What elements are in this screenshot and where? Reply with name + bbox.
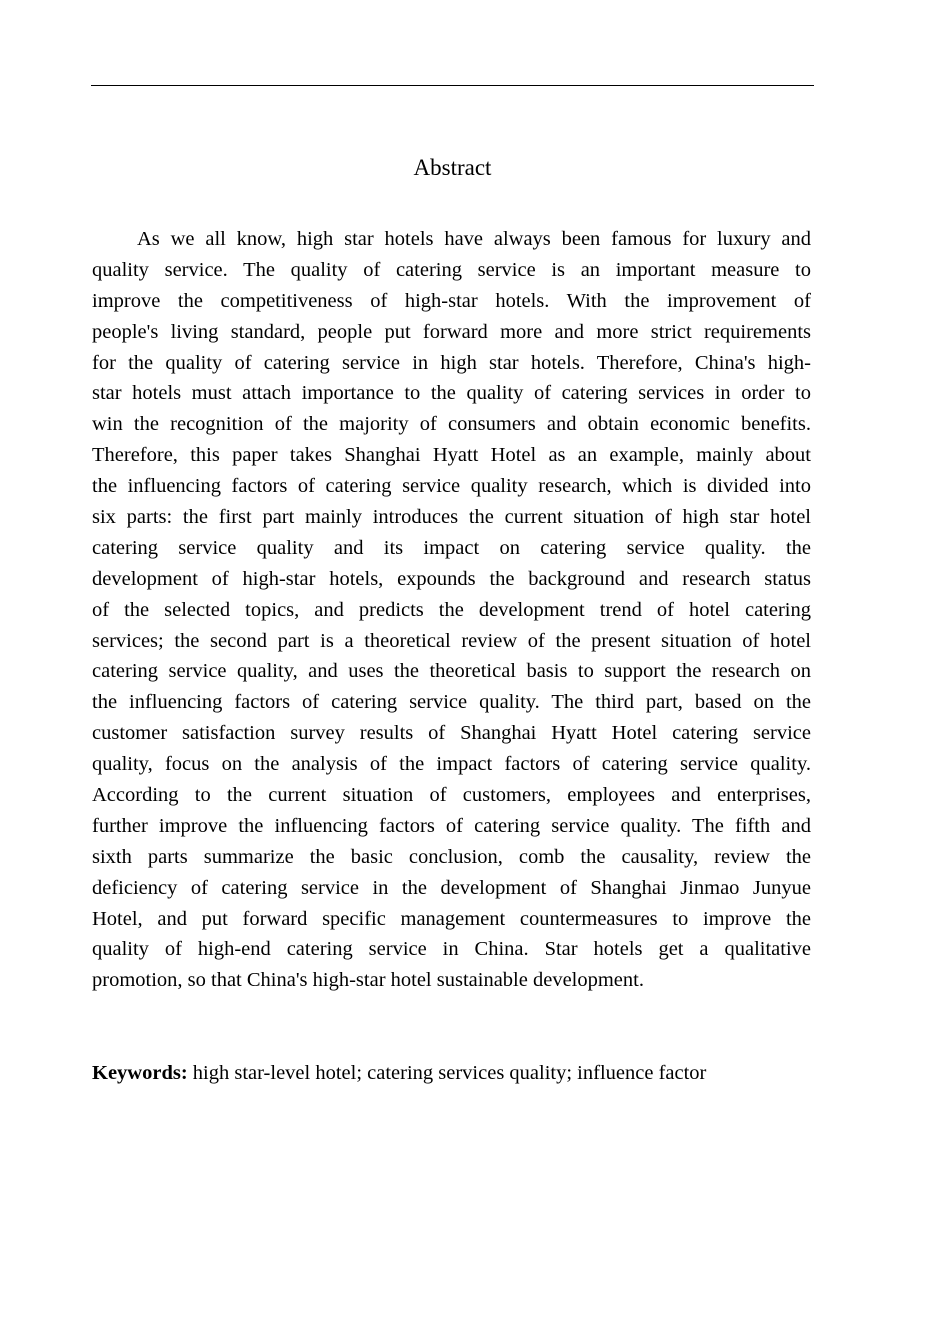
abstract-body — [92, 224, 811, 996]
abstract-line: the influencing factors of catering service quality research, which is divided into — [92, 475, 811, 498]
abstract-title: Abstract — [413, 155, 492, 180]
abstract-line: star hotels must attach importance to the quality of catering services in order to — [92, 382, 811, 405]
abstract-line: of the selected topics, and predicts the development trend of hotel catering — [92, 598, 811, 621]
abstract-line: six parts: the first part mainly introduces the current situation of high star hotel — [92, 506, 811, 529]
abstract-line: catering service quality, and uses the theoretical basis to support the research on — [92, 660, 811, 683]
keywords-label: Keywords: — [92, 1062, 188, 1084]
abstract-line: deficiency of catering service in the development of Shanghai Jinmao Junyue — [92, 876, 811, 899]
abstract-line: Therefore, this paper takes Shanghai Hyatt Hotel as an example, mainly about — [92, 444, 811, 467]
abstract-line: services; the second part is a theoretical review of the present situation of hotel — [92, 629, 811, 652]
abstract-line: sixth parts summarize the basic conclusion, comb the causality, review the — [92, 845, 811, 868]
abstract-line: promotion, so that China's high-star hotel sustainable development. — [92, 969, 644, 992]
header-rule — [91, 85, 814, 86]
keywords-line — [92, 1058, 706, 1088]
abstract-line: Hotel, and put forward specific management countermeasures to improve the — [92, 907, 811, 930]
keywords-value: high star-level hotel; catering services quality; influence factor — [187, 1062, 707, 1084]
abstract-line: win the recognition of the majority of consumers and obtain economic benefits. — [92, 413, 811, 436]
abstract-line: quality service. The quality of catering service is an important measure to — [92, 258, 811, 281]
abstract-line: improve the competitiveness of high-star hotels. With the improvement of — [92, 289, 811, 312]
abstract-line: for the quality of catering service in high star hotels. Therefore, China's high- — [92, 351, 811, 374]
abstract-line: quality, focus on the analysis of the impact factors of catering service quality. — [92, 753, 811, 776]
abstract-line: people's living standard, people put forward more and more strict requirements — [92, 320, 811, 343]
abstract-line: As we all know, high star hotels have always been famous for luxury and — [137, 228, 811, 250]
abstract-line: According to the current situation of customers, employees and enterprises, — [92, 784, 811, 807]
abstract-line: quality of high-end catering service in China. Star hotels get a qualitative — [92, 938, 811, 961]
abstract-line: catering service quality and its impact on catering service quality. the — [92, 536, 811, 559]
abstract-line: further improve the influencing factors of catering service quality. The fifth and — [92, 814, 811, 837]
abstract-line: development of high-star hotels, expounds the background and research status — [92, 567, 811, 590]
abstract-line: the influencing factors of catering service quality. The third part, based on the — [92, 691, 811, 714]
abstract-line: customer satisfaction survey results of Shanghai Hyatt Hotel catering service — [92, 722, 811, 745]
